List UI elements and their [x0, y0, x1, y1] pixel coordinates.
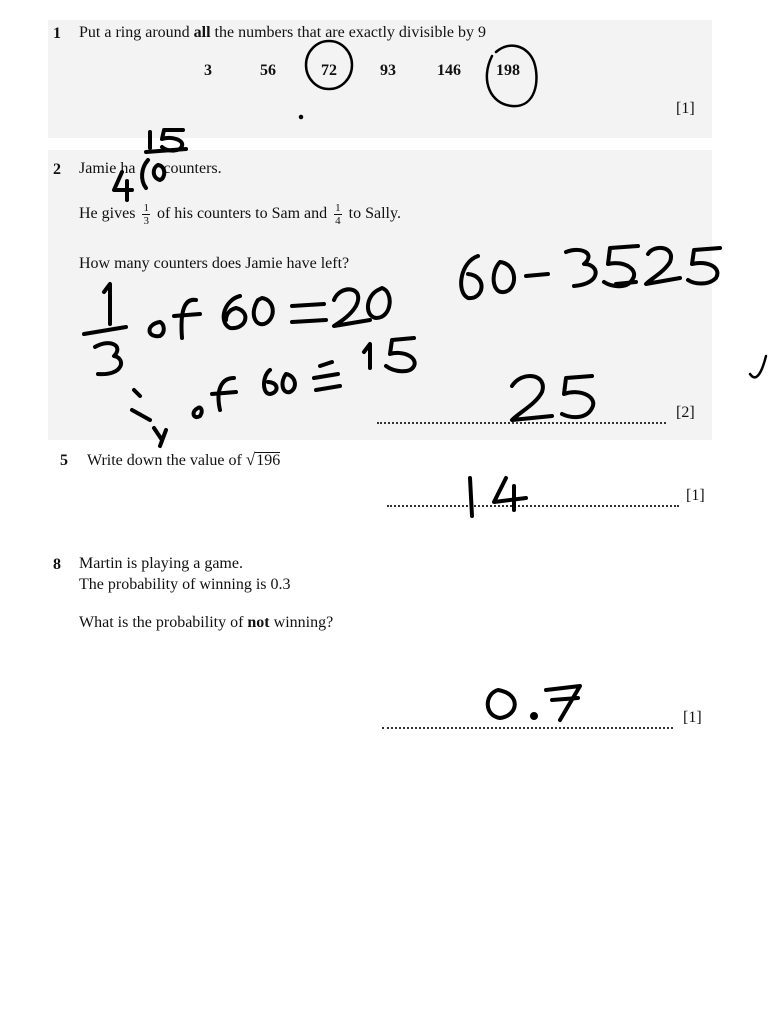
q8-line1: Martin is playing a game. [79, 555, 243, 572]
q5-text: Write down the value of √196 [87, 450, 281, 469]
q1-number-option[interactable]: 72 [321, 62, 337, 79]
q1-number-option[interactable]: 93 [380, 62, 396, 79]
q8-line2: The probability of winning is 0.3 [79, 576, 291, 593]
handwritten-answer-14 [470, 478, 526, 516]
ring-72 [306, 41, 352, 89]
q1-number-option[interactable]: 198 [496, 62, 520, 79]
q8-marks: [1] [683, 709, 702, 726]
handwritten-15 [146, 130, 186, 152]
handwritten-work-2 [132, 338, 415, 446]
q8-number: 8 [53, 556, 61, 573]
q2-line3: How many counters does Jamie have left? [79, 255, 350, 272]
fraction-one-quarter: $\frac{1}{4}$ [335, 202, 341, 227]
q5-number: 5 [60, 452, 68, 469]
radicand: 196 [256, 452, 281, 469]
q1-text: Put a ring around all the numbers that are exactly divisible by 9 [79, 24, 487, 41]
q2-marks: [2] [676, 404, 695, 421]
q8-line3: What is the probability of not winning? [79, 614, 334, 631]
q1-number: 1 [53, 25, 61, 42]
handwritten-4-bracket [114, 160, 164, 200]
handwritten-work-3 [461, 246, 720, 298]
q1-marks: [1] [676, 100, 695, 117]
q5-marks: [1] [686, 487, 705, 504]
q1-number-option[interactable]: 3 [204, 62, 212, 79]
handwritten-answer-0-7 [488, 686, 580, 720]
handwritten-work-1 [84, 284, 390, 374]
fraction-one-third: $\frac{1}{3}$ [143, 202, 149, 227]
q1-number-option[interactable]: 56 [260, 62, 276, 79]
handwritten-answer-25 [512, 376, 593, 420]
sqrt-icon: √ [245, 450, 256, 469]
handwritten-tick [750, 356, 766, 377]
q2-number: 2 [53, 161, 61, 178]
q1-number-option[interactable]: 146 [437, 62, 461, 79]
q2-line2: He gives $\frac{1}{3}$ of his counters to Sam and $\frac{1}{4}$ to Sally. [79, 202, 401, 227]
ring-198 [487, 46, 537, 106]
q2-line1: Jamie ha counters. [79, 160, 222, 177]
